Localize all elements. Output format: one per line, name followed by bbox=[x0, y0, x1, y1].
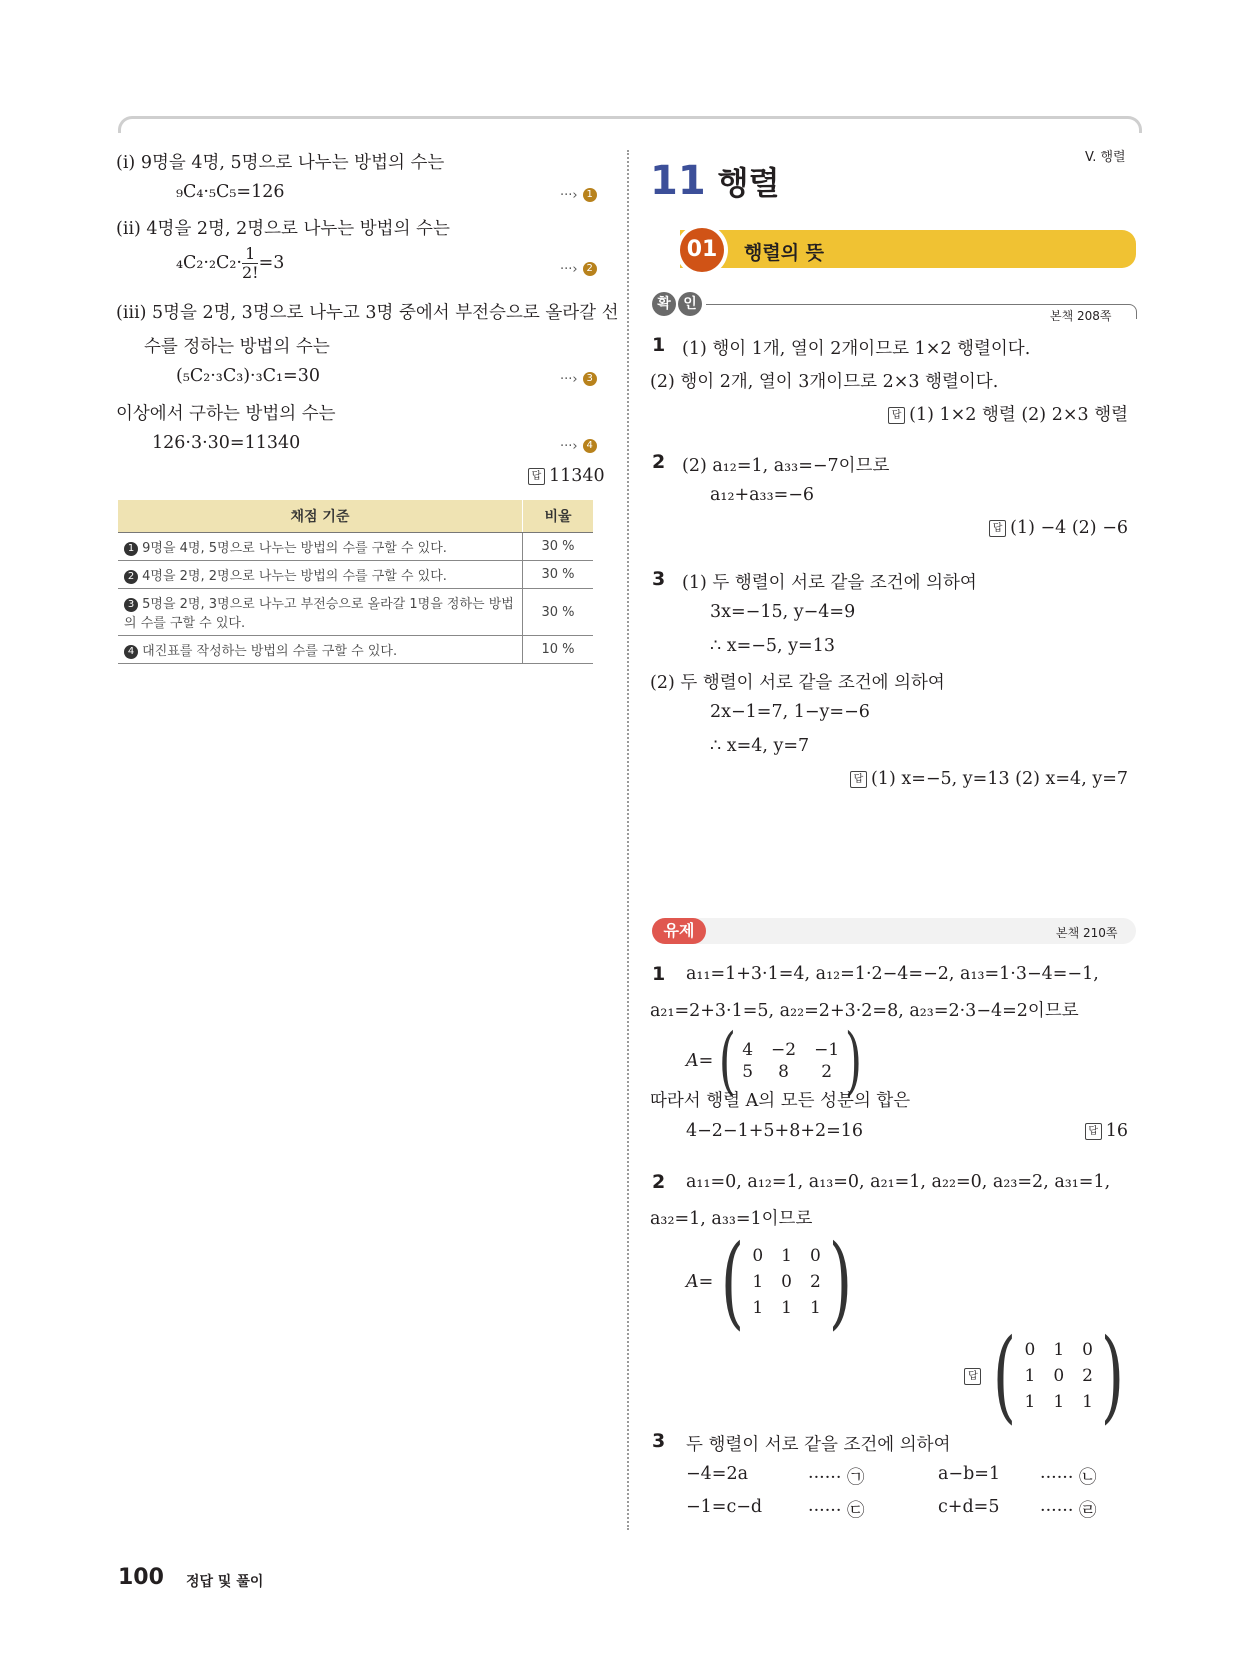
check-problem-2-line1: (2) a₁₂=1, a₃₃=−7이므로 bbox=[682, 456, 890, 476]
example-problem-1-answer: 답 16 bbox=[1085, 1121, 1128, 1141]
case-i-formula: ₉C₄·₅C₅=126 bbox=[176, 182, 285, 202]
check-ref: 본책 208쪽 bbox=[1050, 309, 1112, 323]
table-row: 1 9명을 4명, 5명으로 나누는 방법의 수를 구할 수 있다. 30 % bbox=[118, 533, 593, 561]
step-marker-3: ···› 3 bbox=[560, 368, 597, 387]
conclusion-formula: 126·3·30=11340 bbox=[152, 433, 301, 453]
case-iii-text: (ⅲ) 5명을 2명, 3명으로 나누고 3명 중에서 부전승으로 올라갈 선 bbox=[116, 303, 619, 323]
example-problem-2-line1: a₁₁=0, a₁₂=1, a₁₃=0, a₂₁=1, a₂₂=0, a₂₃=2, a₃₁=1, bbox=[686, 1172, 1111, 1192]
example-problem-3-tag4: ······ ㉣ bbox=[1040, 1501, 1097, 1521]
case-iii-text-cont: 수를 정하는 방법의 수는 bbox=[144, 337, 330, 357]
step-marker-2: ···› 2 bbox=[560, 258, 597, 277]
example-problem-3-eq1: −4=2a bbox=[686, 1464, 749, 1484]
check-rule bbox=[706, 304, 1126, 305]
example-problem-2-matrix: A= ( 0 1 0 1 0 2 1 1 1 ) bbox=[686, 1223, 853, 1340]
conclusion-text: 이상에서 구하는 방법의 수는 bbox=[116, 404, 336, 424]
answer-icon: 답 bbox=[964, 1368, 981, 1385]
fraction: $\frac{1}{2!}$ bbox=[241, 244, 259, 282]
check-problem-3-line4: (2) 두 행렬이 서로 같을 조건에 의하여 bbox=[650, 673, 945, 693]
top-border-decoration bbox=[118, 116, 1142, 133]
example-problem-2-number: 2 bbox=[652, 1171, 666, 1193]
example-problem-3-line1: 두 행렬이 서로 같을 조건에 의하여 bbox=[686, 1435, 951, 1455]
section-title: 행렬의 뜻 bbox=[744, 242, 825, 264]
check-problem-3-line2: 3x=−15, y−4=9 bbox=[710, 602, 856, 622]
grading-criteria-table bbox=[118, 500, 593, 664]
check-problem-3-number: 3 bbox=[652, 568, 666, 590]
step-marker-4: ···› 4 bbox=[560, 435, 597, 454]
check-problem-1-line2: (2) 행이 2개, 열이 3개이므로 2×3 행렬이다. bbox=[650, 372, 999, 392]
table-row: 3 5명을 2명, 3명으로 나누고 부전승으로 올라갈 1명을 정하는 방법의 수를 구할 수 있다. 30 % bbox=[118, 589, 593, 636]
example-problem-1-line4: 4−2−1+5+8+2=16 bbox=[686, 1121, 864, 1141]
case-ii-text: (ⅱ) 4명을 2명, 2명으로 나누는 방법의 수는 bbox=[116, 219, 450, 239]
table-row: 2 4명을 2명, 2명으로 나누는 방법의 수를 구할 수 있다. 30 % bbox=[118, 561, 593, 589]
example-ref: 본책 210쪽 bbox=[1056, 926, 1118, 940]
check-problem-3-line5: 2x−1=7, 1−y=−6 bbox=[710, 702, 870, 722]
answer-icon: 답 bbox=[888, 407, 905, 424]
check-problem-3-line1: (1) 두 행렬이 서로 같을 조건에 의하여 bbox=[682, 573, 977, 593]
check-problem-3-answer: 답 (1) x=−5, y=13 (2) x=4, y=7 bbox=[850, 769, 1128, 789]
example-problem-3-eq2: a−b=1 bbox=[938, 1464, 1001, 1484]
footer-label: 정답 및 풀이 bbox=[186, 1574, 264, 1590]
check-problem-1-number: 1 bbox=[652, 334, 666, 356]
table-row: 4 대진표를 작성하는 방법의 수를 구할 수 있다. 10 % bbox=[118, 636, 593, 664]
check-problem-1-answer: 답 (1) 1×2 행렬 (2) 2×3 행렬 bbox=[888, 401, 1128, 426]
example-problem-3-number: 3 bbox=[652, 1430, 666, 1452]
example-problem-3-eq3: −1=c−d bbox=[686, 1497, 763, 1517]
chapter-heading bbox=[650, 158, 780, 204]
answer-icon: 답 bbox=[989, 520, 1006, 537]
example-problem-3-tag1: ······ ㉠ bbox=[808, 1468, 865, 1488]
example-problem-1-number: 1 bbox=[652, 963, 666, 985]
criteria-header: 채점 기준 bbox=[118, 500, 523, 533]
example-problem-3-tag3: ······ ㉢ bbox=[808, 1501, 865, 1521]
check-problem-3-line3: ∴ x=−5, y=13 bbox=[710, 636, 835, 656]
check-problem-2-number: 2 bbox=[652, 451, 666, 473]
example-problem-3-eq4: c+d=5 bbox=[938, 1497, 1000, 1517]
example-problem-2-line2: a₃₂=1, a₃₃=1이므로 bbox=[650, 1209, 813, 1229]
chapter-number: 11 bbox=[650, 158, 706, 204]
ratio-header: 비율 bbox=[523, 500, 594, 533]
case-ii-formula: ₄C₂·₂C₂· $\frac{1}{2!}$ =3 bbox=[176, 244, 285, 282]
check-problem-2-line2: a₁₂+a₃₃=−6 bbox=[710, 485, 815, 505]
answer-icon: 답 bbox=[1085, 1123, 1102, 1140]
example-problem-1-line1: a₁₁=1+3·1=4, a₁₂=1·2−4=−2, a₁₃=1·3−4=−1, bbox=[686, 964, 1099, 984]
section-number: 01 bbox=[680, 228, 724, 272]
step-marker-1: ···› 1 bbox=[560, 184, 597, 203]
page-number: 100 bbox=[118, 1565, 164, 1590]
check-problem-3-line6: ∴ x=4, y=7 bbox=[710, 736, 810, 756]
check-problem-1-line1: (1) 행이 1개, 열이 2개이므로 1×2 행렬이다. bbox=[682, 339, 1031, 359]
case-iii-formula: (₅C₂·₃C₃)·₃C₁=30 bbox=[176, 366, 320, 386]
example-problem-3-tag2: ······ ㉡ bbox=[1040, 1468, 1097, 1488]
column-divider bbox=[627, 150, 629, 1530]
example-problem-1-matrix: A= ( 4 −2 −1 5 8 2 ) bbox=[686, 1018, 863, 1104]
answer-icon: 답 bbox=[850, 771, 867, 788]
example-problem-1-line2: a₂₁=2+3·1=5, a₂₂=2+3·2=8, a₂₃=2·3−4=2이므로 bbox=[650, 1001, 1079, 1021]
left-answer: 답 11340 bbox=[528, 466, 605, 486]
example-problem-1-line3: 따라서 행렬 A의 모든 성분의 합은 bbox=[650, 1091, 911, 1111]
check-rule-corner bbox=[1126, 304, 1137, 319]
case-i-text: (ⅰ) 9명을 4명, 5명으로 나누는 방법의 수는 bbox=[116, 153, 445, 173]
answer-icon: 답 bbox=[528, 468, 545, 485]
example-problem-2-answer: 답 ( 0 1 0 1 0 2 1 1 1 ) bbox=[964, 1326, 1132, 1426]
chapter-title: 행렬 bbox=[717, 164, 780, 202]
check-badge: 확 인 bbox=[652, 292, 702, 316]
chapter-ref: V. 행렬 bbox=[1085, 150, 1126, 165]
example-badge: 유제 bbox=[652, 918, 706, 944]
check-problem-2-answer: 답 (1) −4 (2) −6 bbox=[989, 518, 1128, 538]
